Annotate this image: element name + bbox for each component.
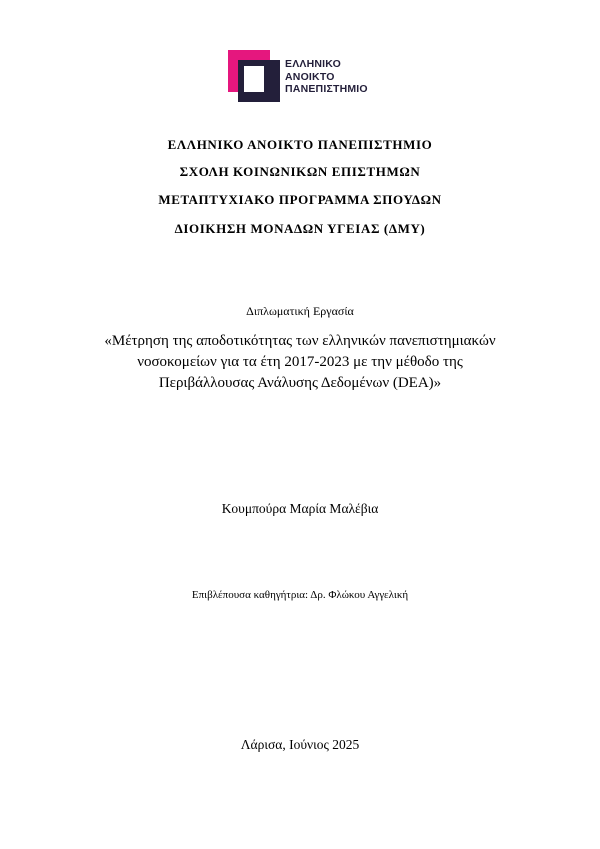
department-name: ΔΙΟΙΚΗΣΗ ΜΟΝΑΔΩΝ ΥΓΕΙΑΣ (ΔΜΥ) [174,221,426,236]
logo-line: ΠΑΝΕΠΙΣΤΗΜΙΟ [285,83,368,95]
supervisor: Επιβλέπουσα καθηγήτρια: Δρ. Φλώκου Αγγελική [191,589,409,601]
university-logo [226,48,386,106]
thesis-title-line: «Μέτρηση της αποδοτικότητας των ελληνικών πανεπιστημιακών [104,333,496,349]
logo-wordmark [285,58,368,96]
eap-logo-icon [226,48,282,104]
document-type: Διπλωματική Εργασία [246,304,354,318]
logo-line: ΕΛΛΗΝΙΚΟ [285,58,341,70]
thesis-title-line: νοσοκομείων για τα έτη 2017-2023 με την μέθοδο της [137,354,463,370]
place-and-date: Λάρισα, Ιούνιος 2025 [240,737,360,752]
university-name: ΕΛΛΗΝΙΚΟ ΑΝΟΙΚΤΟ ΠΑΝΕΠΙΣΤΗΜΙΟ [167,137,433,152]
thesis-title-line: Περιβάλλουσας Ανάλυσης Δεδομένων (DEA)» [158,375,442,391]
author-name: Κουμπούρα Μαρία Μαλέβια [221,501,379,516]
logo-line: ΑΝΟΙΚΤΟ [285,70,335,83]
program-name: ΜΕΤΑΠΤΥΧΙΑΚΟ ΠΡΟΓΡΑΜΜΑ ΣΠΟΥΔΩΝ [158,192,442,207]
thesis-title [50,331,550,394]
school-name: ΣΧΟΛΗ ΚΟΙΝΩΝΙΚΩΝ ΕΠΙΣΤΗΜΩΝ [179,164,421,179]
